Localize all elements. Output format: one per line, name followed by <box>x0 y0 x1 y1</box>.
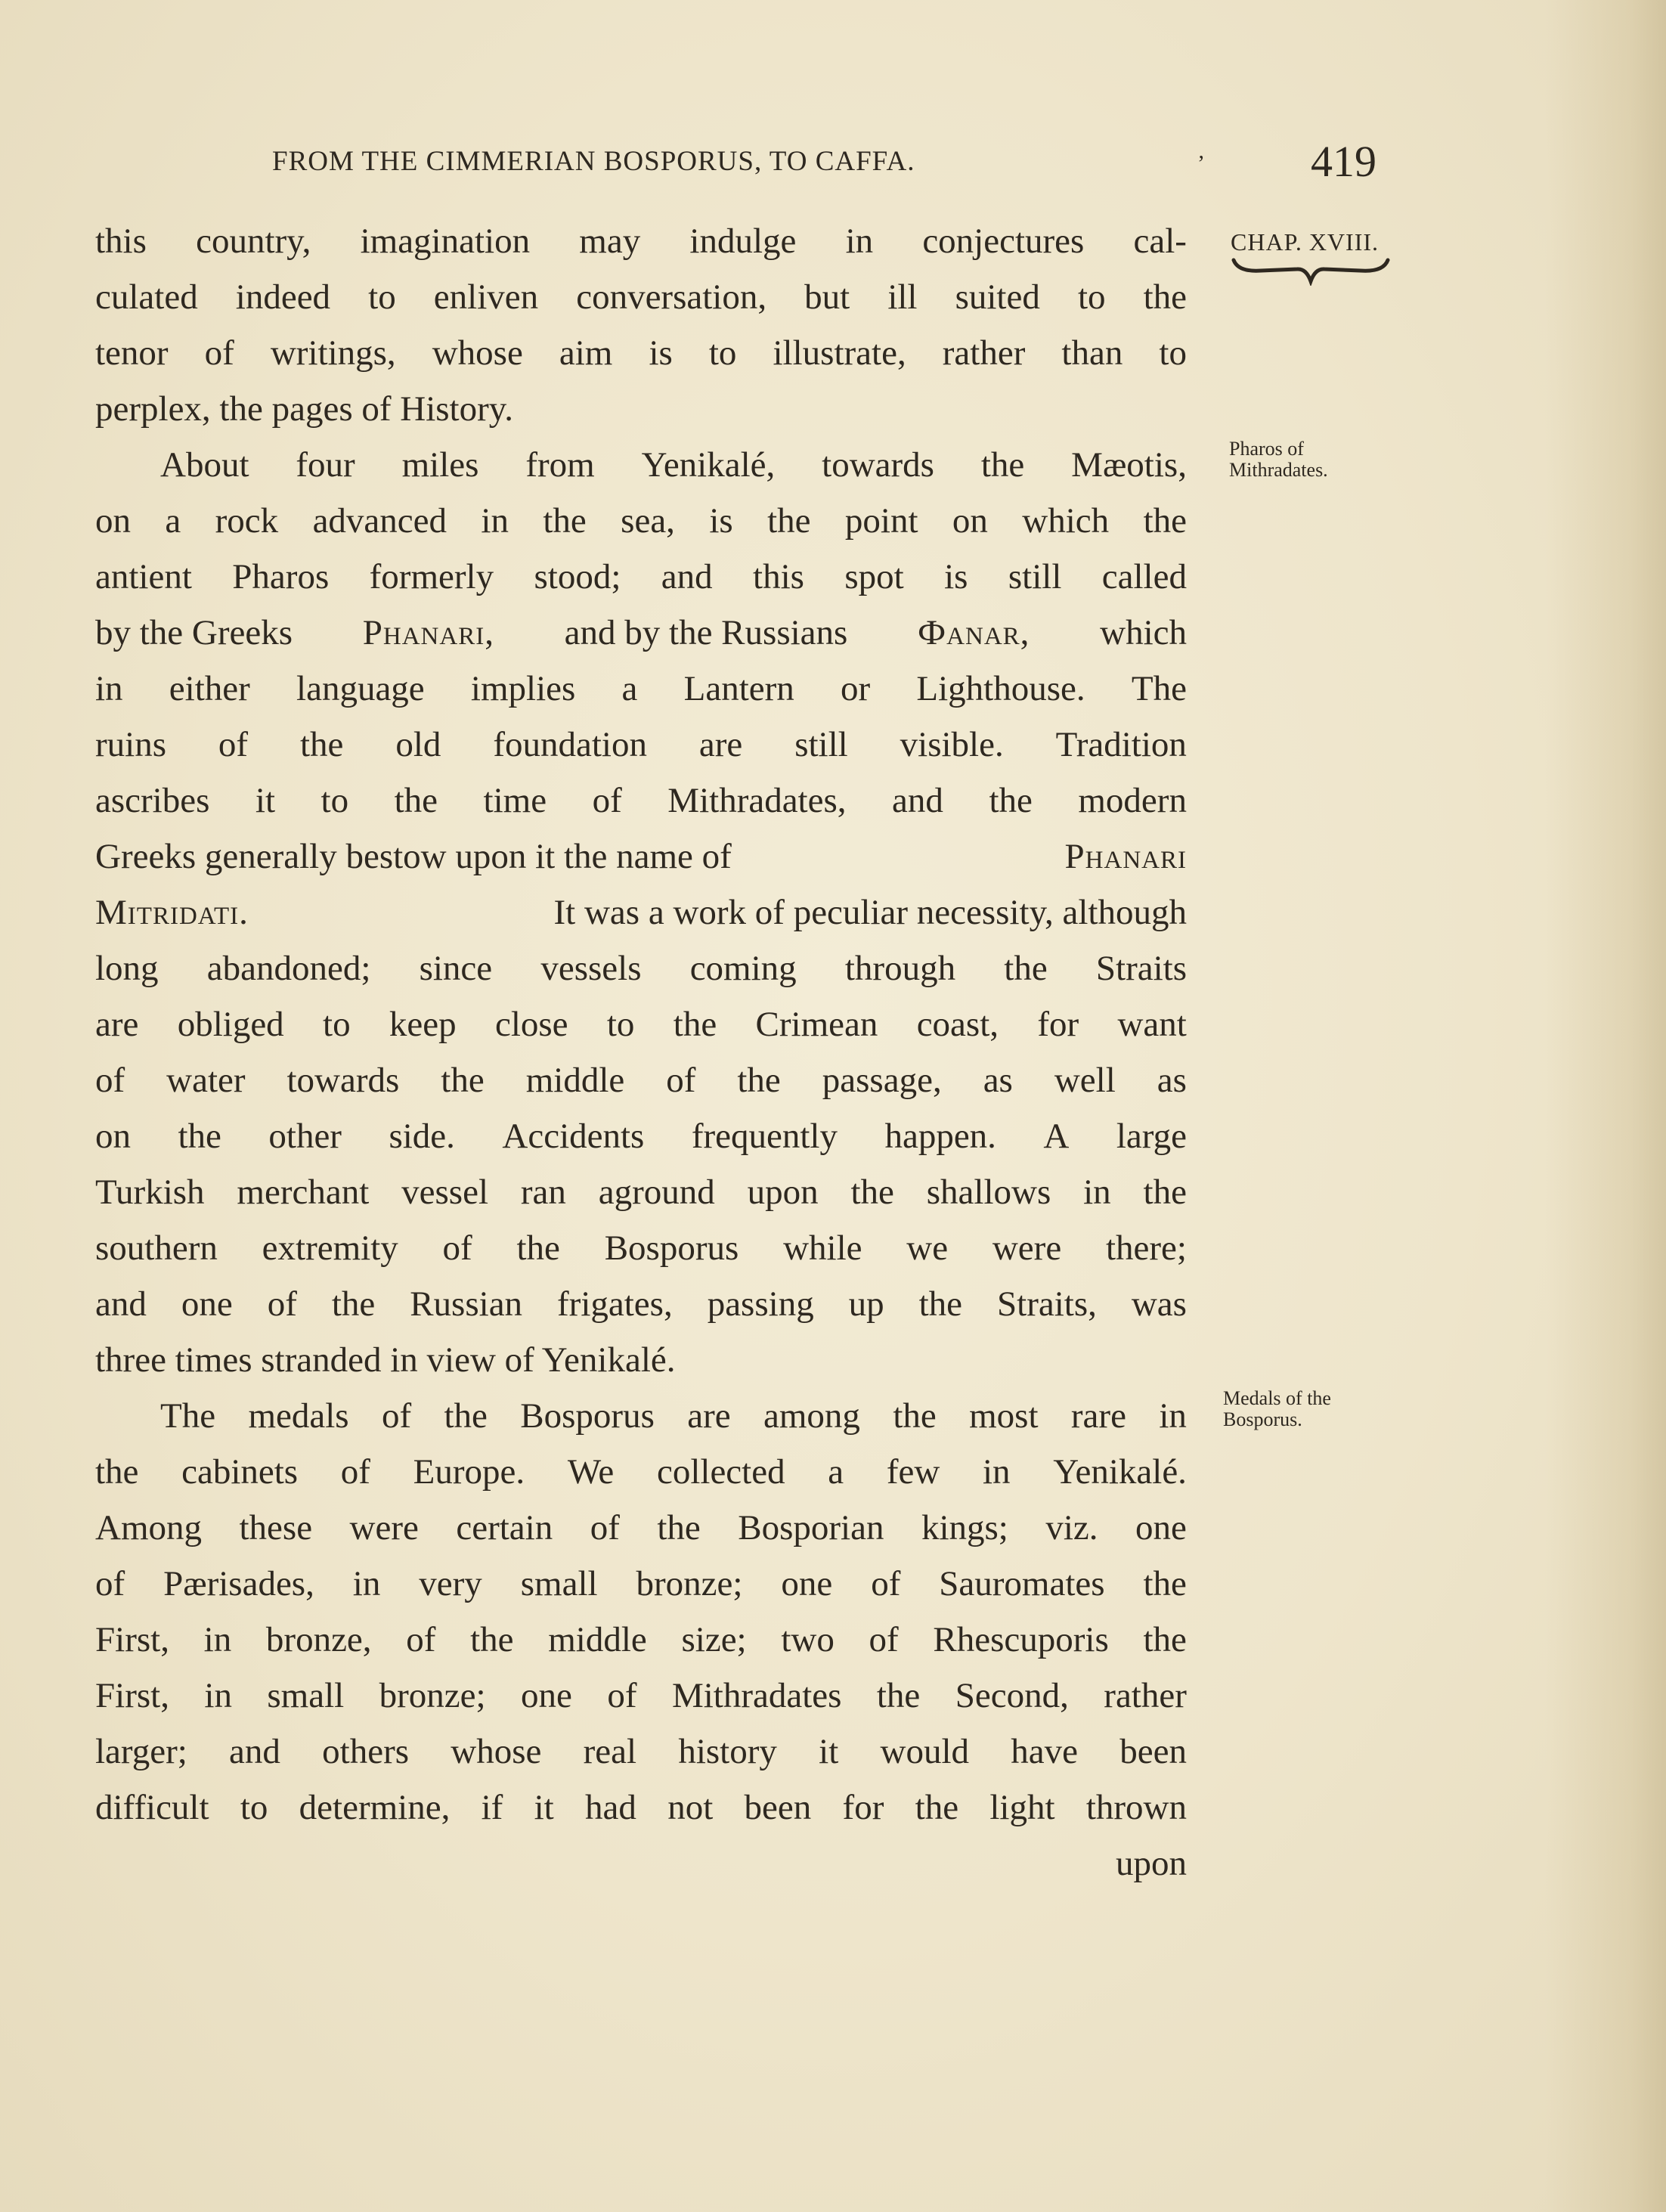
word: About <box>160 445 249 485</box>
word: to <box>1077 277 1106 317</box>
word: cal- <box>1133 222 1187 261</box>
word: Lantern <box>683 669 794 708</box>
text-line <box>95 1276 1187 1332</box>
word: towards <box>822 445 934 485</box>
word: on <box>95 1117 131 1156</box>
text-line <box>95 1780 1187 1836</box>
word: The <box>160 1396 216 1436</box>
text-line <box>95 1612 1187 1668</box>
word: Among <box>95 1508 202 1547</box>
word: not <box>667 1788 714 1827</box>
word: bronze; <box>379 1676 486 1715</box>
word: to <box>1159 333 1187 373</box>
word: water <box>166 1061 246 1100</box>
word: We <box>567 1452 615 1492</box>
text-segment: by the Greeks <box>95 613 293 652</box>
word: is <box>709 501 733 541</box>
word: to <box>606 1005 635 1044</box>
word: Turkish <box>95 1173 205 1212</box>
word: the <box>989 781 1033 820</box>
body-text <box>95 213 1187 1891</box>
word: the <box>178 1117 221 1156</box>
text-line <box>95 1724 1187 1780</box>
word: the <box>876 1676 921 1715</box>
word: merchant <box>237 1173 370 1212</box>
word: Second, <box>955 1676 1069 1715</box>
word: the <box>470 1620 514 1659</box>
word: larger; <box>95 1732 187 1771</box>
word: since <box>419 949 493 988</box>
word: on <box>95 501 131 541</box>
word: viz. <box>1045 1508 1098 1547</box>
text-segment: It was a work of peculiar necessity, although <box>553 893 1187 932</box>
word: the <box>767 501 811 541</box>
text-line <box>95 1052 1187 1108</box>
text-line <box>95 1388 1187 1444</box>
chapter-marker: CHAP. XVIII. <box>1231 228 1379 256</box>
chapter-brace-ornament <box>1231 256 1391 286</box>
word: called <box>1101 557 1187 596</box>
word: Pharos <box>232 557 330 596</box>
text-segment: and by the Russians <box>564 613 848 652</box>
printer-mark: ʼ <box>1197 151 1205 176</box>
word: the <box>657 1508 701 1547</box>
word: for <box>842 1788 884 1827</box>
word: one <box>781 1564 833 1603</box>
word: one <box>521 1676 572 1715</box>
word: writings, <box>270 333 396 373</box>
word: Russian <box>410 1284 523 1324</box>
word: foundation <box>493 725 647 764</box>
word: time <box>483 781 547 820</box>
word: aground <box>598 1173 715 1212</box>
word: the <box>331 1284 376 1324</box>
word: are <box>95 1005 139 1044</box>
word: this <box>95 222 147 261</box>
text-segment: which <box>1100 613 1187 652</box>
word: coast, <box>916 1005 999 1044</box>
word: and <box>892 781 943 820</box>
word: history <box>678 1732 777 1771</box>
word: a <box>828 1452 844 1492</box>
word: ascribes <box>95 781 210 820</box>
word: of <box>267 1284 297 1324</box>
word: in <box>352 1564 381 1603</box>
word: old <box>395 725 441 764</box>
word: language <box>296 669 425 708</box>
word: to <box>368 277 396 317</box>
word: there; <box>1105 1228 1187 1268</box>
word: Pærisades, <box>163 1564 314 1603</box>
word: towards <box>286 1061 400 1100</box>
word: and <box>661 557 713 596</box>
word: on <box>952 501 988 541</box>
word: light <box>989 1788 1055 1827</box>
word: aim <box>559 333 613 373</box>
word: close <box>494 1005 568 1044</box>
word: kings; <box>921 1508 1008 1547</box>
word: formerly <box>369 557 494 596</box>
word: collected <box>656 1452 785 1492</box>
word: country, <box>196 222 311 261</box>
word: of <box>869 1620 899 1659</box>
word: the <box>673 1005 717 1044</box>
word: of <box>95 1061 125 1100</box>
word: these <box>239 1508 313 1547</box>
word: it <box>534 1788 554 1827</box>
word: in <box>1083 1173 1111 1212</box>
text-line <box>95 437 1187 493</box>
page-number: 419 <box>1311 137 1376 186</box>
word: Straits <box>1095 949 1187 988</box>
margin-note-medals-line-1: Medals of the <box>1223 1387 1331 1409</box>
text-segment: Greeks generally bestow upon it the name of <box>95 837 732 876</box>
word: of <box>590 1508 620 1547</box>
word: a <box>165 501 181 541</box>
word: in <box>1159 1396 1187 1436</box>
word: bronze; <box>636 1564 743 1603</box>
text-line: perplex, the pages of History. <box>95 389 513 429</box>
greek-term: Phanari, <box>362 613 494 652</box>
word: long <box>95 949 159 988</box>
word: among <box>763 1396 860 1436</box>
word: Yenikalé. <box>1053 1452 1187 1492</box>
word: Bosporian <box>738 1508 884 1547</box>
word: of <box>340 1452 370 1492</box>
word: of <box>218 725 249 764</box>
word: the <box>394 781 438 820</box>
word: happen. <box>884 1117 996 1156</box>
word: the <box>1143 1620 1187 1659</box>
word: Sauromates <box>939 1564 1105 1603</box>
margin-note-pharos-line-1: Pharos of <box>1229 438 1304 460</box>
word: few <box>886 1452 940 1492</box>
word: to <box>323 1005 351 1044</box>
word: Crimean <box>755 1005 878 1044</box>
word: were <box>992 1228 1062 1268</box>
word: or <box>841 669 871 708</box>
running-head: FROM THE CIMMERIAN BOSPORUS, TO CAFFA. <box>272 146 915 177</box>
word: size; <box>681 1620 747 1659</box>
word: of <box>381 1396 412 1436</box>
russian-term: Фanar, <box>918 613 1030 652</box>
word: which <box>1022 501 1110 541</box>
word: of <box>442 1228 472 1268</box>
page-edge-shading <box>1545 0 1666 2212</box>
greek-term: Phanari <box>1064 837 1187 876</box>
text-line <box>95 493 1187 549</box>
word: in <box>203 1620 232 1659</box>
word: small <box>520 1564 598 1603</box>
word: tenor <box>95 333 169 373</box>
word: passage, <box>822 1061 942 1100</box>
word: Bosporus <box>520 1396 655 1436</box>
word: but <box>804 277 850 317</box>
word: large <box>1116 1117 1187 1156</box>
catchword-line <box>95 1836 1187 1891</box>
catchword: upon <box>1116 1844 1187 1883</box>
word: the <box>893 1396 937 1436</box>
word: frigates, <box>557 1284 673 1324</box>
text-line <box>95 1556 1187 1612</box>
word: bronze, <box>265 1620 372 1659</box>
word: most <box>969 1396 1039 1436</box>
text-line <box>95 884 1187 940</box>
word: one <box>181 1284 233 1324</box>
word: we <box>906 1228 949 1268</box>
text-line <box>95 1108 1187 1164</box>
text-line <box>95 1668 1187 1724</box>
word: First, <box>95 1676 169 1715</box>
word: as <box>983 1061 1013 1100</box>
word: Mithradates, <box>667 781 847 820</box>
word: vessels <box>540 949 642 988</box>
text-line <box>95 1220 1187 1276</box>
word: Europe. <box>413 1452 525 1492</box>
word: four <box>296 445 355 485</box>
word: Mithradates <box>671 1676 842 1715</box>
word: to <box>240 1788 268 1827</box>
word: keep <box>389 1005 457 1044</box>
text-line <box>95 996 1187 1052</box>
text-line <box>95 269 1187 325</box>
word: to <box>708 333 737 373</box>
text-line <box>95 1444 1187 1500</box>
word: for <box>1037 1005 1079 1044</box>
word: miles <box>401 445 479 485</box>
word: ran <box>520 1173 566 1212</box>
margin-note-pharos-line-2: Mithradates. <box>1229 459 1328 481</box>
word: still <box>1008 557 1062 596</box>
word: antient <box>95 557 192 596</box>
word: of <box>204 333 234 373</box>
word: whose <box>451 1732 542 1771</box>
word: to <box>321 781 349 820</box>
word: real <box>583 1732 637 1771</box>
word: would <box>880 1732 970 1771</box>
word: the <box>1143 277 1187 317</box>
word: Accidents <box>502 1117 645 1156</box>
word: small <box>267 1676 345 1715</box>
word: of <box>592 781 622 820</box>
word: had <box>585 1788 636 1827</box>
word: want <box>1117 1005 1187 1044</box>
word: the <box>95 1452 139 1492</box>
text-line: three times stranded in view of Yenikalé. <box>95 1340 676 1380</box>
word: the <box>1143 1173 1187 1212</box>
word: Mæotis, <box>1071 445 1187 485</box>
word: thrown <box>1085 1788 1187 1827</box>
word: indulge <box>689 222 797 261</box>
word: rare <box>1070 1396 1126 1436</box>
word: one <box>1135 1508 1187 1547</box>
word: while <box>783 1228 862 1268</box>
word: A <box>1043 1117 1070 1156</box>
word: well <box>1054 1061 1116 1100</box>
word: it <box>819 1732 839 1771</box>
word: middle <box>548 1620 647 1659</box>
word: difficult <box>95 1788 209 1827</box>
word: in <box>204 1676 232 1715</box>
word: stood; <box>534 557 621 596</box>
word: either <box>169 669 250 708</box>
word: if <box>481 1788 503 1827</box>
word: as <box>1157 1061 1187 1100</box>
word: of <box>871 1564 901 1603</box>
word: were <box>349 1508 419 1547</box>
word: middle <box>525 1061 625 1100</box>
word: obliged <box>177 1005 284 1044</box>
word: Bosporus <box>604 1228 739 1268</box>
word: rather <box>1104 1676 1187 1715</box>
word: it <box>255 781 276 820</box>
word: very <box>419 1564 482 1603</box>
word: Rhescuporis <box>933 1620 1109 1659</box>
word: southern <box>95 1228 218 1268</box>
word: rather <box>942 333 1026 373</box>
word: been <box>1119 1732 1187 1771</box>
word: abandoned; <box>206 949 371 988</box>
word: in <box>983 1452 1011 1492</box>
text-line <box>95 549 1187 605</box>
text-line <box>95 213 1187 269</box>
word: passing <box>707 1284 814 1324</box>
word: this <box>753 557 804 596</box>
word: the <box>918 1284 963 1324</box>
word: of <box>95 1564 125 1603</box>
word: spot <box>844 557 904 596</box>
word: sea, <box>621 501 675 541</box>
word: the <box>543 501 587 541</box>
word: conversation, <box>576 277 767 317</box>
word: the <box>980 445 1025 485</box>
word: the <box>850 1173 894 1212</box>
word: and <box>95 1284 147 1324</box>
word: enliven <box>433 277 539 317</box>
word: than <box>1061 333 1123 373</box>
word: a <box>621 669 638 708</box>
word: certain <box>456 1508 553 1547</box>
word: implies <box>470 669 576 708</box>
word: the <box>1004 949 1048 988</box>
word: culated <box>95 277 198 317</box>
word: of <box>666 1061 696 1100</box>
text-line <box>95 605 1187 661</box>
word: Yenikalé, <box>641 445 776 485</box>
word: coming <box>689 949 797 988</box>
word: through <box>844 949 956 988</box>
word: medals <box>248 1396 349 1436</box>
word: from <box>525 445 595 485</box>
word: The <box>1131 669 1187 708</box>
word: shallows <box>926 1173 1051 1212</box>
word: conjectures <box>922 222 1085 261</box>
word: ruins <box>95 725 166 764</box>
word: in <box>481 501 509 541</box>
word: advanced <box>312 501 447 541</box>
word: have <box>1011 1732 1078 1771</box>
word: up <box>848 1284 884 1324</box>
word: two <box>781 1620 835 1659</box>
word: rock <box>215 501 279 541</box>
word: the <box>441 1061 485 1100</box>
text-line <box>95 829 1187 884</box>
word: the <box>444 1396 488 1436</box>
word: in <box>845 222 874 261</box>
greek-term: Mitridati. <box>95 893 249 932</box>
word: First, <box>95 1620 169 1659</box>
word: side. <box>389 1117 455 1156</box>
word: the <box>516 1228 560 1268</box>
word: are <box>687 1396 731 1436</box>
word: Lighthouse. <box>916 669 1085 708</box>
word: point <box>844 501 918 541</box>
word: the <box>1143 501 1187 541</box>
word: are <box>698 725 743 764</box>
word: Tradition <box>1055 725 1187 764</box>
margin-note-pharos <box>1229 438 1328 481</box>
word: extremity <box>262 1228 398 1268</box>
word: visible. <box>900 725 1004 764</box>
text-line <box>95 773 1187 829</box>
word: vessel <box>401 1173 489 1212</box>
word: modern <box>1078 781 1187 820</box>
text-line <box>95 1164 1187 1220</box>
word: is <box>649 333 673 373</box>
word: is <box>944 557 968 596</box>
word: indeed <box>235 277 331 317</box>
margin-note-medals-line-2: Bosporus. <box>1223 1408 1302 1430</box>
text-line <box>95 325 1187 381</box>
word: the <box>1143 1564 1187 1603</box>
text-line <box>95 940 1187 996</box>
word: other <box>268 1117 342 1156</box>
word: frequently <box>691 1117 838 1156</box>
word: ill <box>887 277 918 317</box>
word: the <box>915 1788 959 1827</box>
word: of <box>406 1620 436 1659</box>
margin-note-medals <box>1223 1388 1331 1430</box>
text-line <box>95 1500 1187 1556</box>
word: whose <box>432 333 523 373</box>
word: the <box>300 725 344 764</box>
word: still <box>794 725 848 764</box>
word: of <box>607 1676 637 1715</box>
word: Straits, <box>997 1284 1097 1324</box>
word: may <box>579 222 641 261</box>
word: in <box>95 669 123 708</box>
word: suited <box>955 277 1040 317</box>
word: upon <box>747 1173 819 1212</box>
word: cabinets <box>181 1452 299 1492</box>
text-line <box>95 661 1187 717</box>
text-line <box>95 717 1187 773</box>
word: illustrate, <box>773 333 906 373</box>
word: imagination <box>360 222 531 261</box>
word: and <box>229 1732 280 1771</box>
word: been <box>744 1788 812 1827</box>
word: determine, <box>299 1788 451 1827</box>
word: others <box>322 1732 410 1771</box>
word: the <box>737 1061 781 1100</box>
word: was <box>1131 1284 1187 1324</box>
